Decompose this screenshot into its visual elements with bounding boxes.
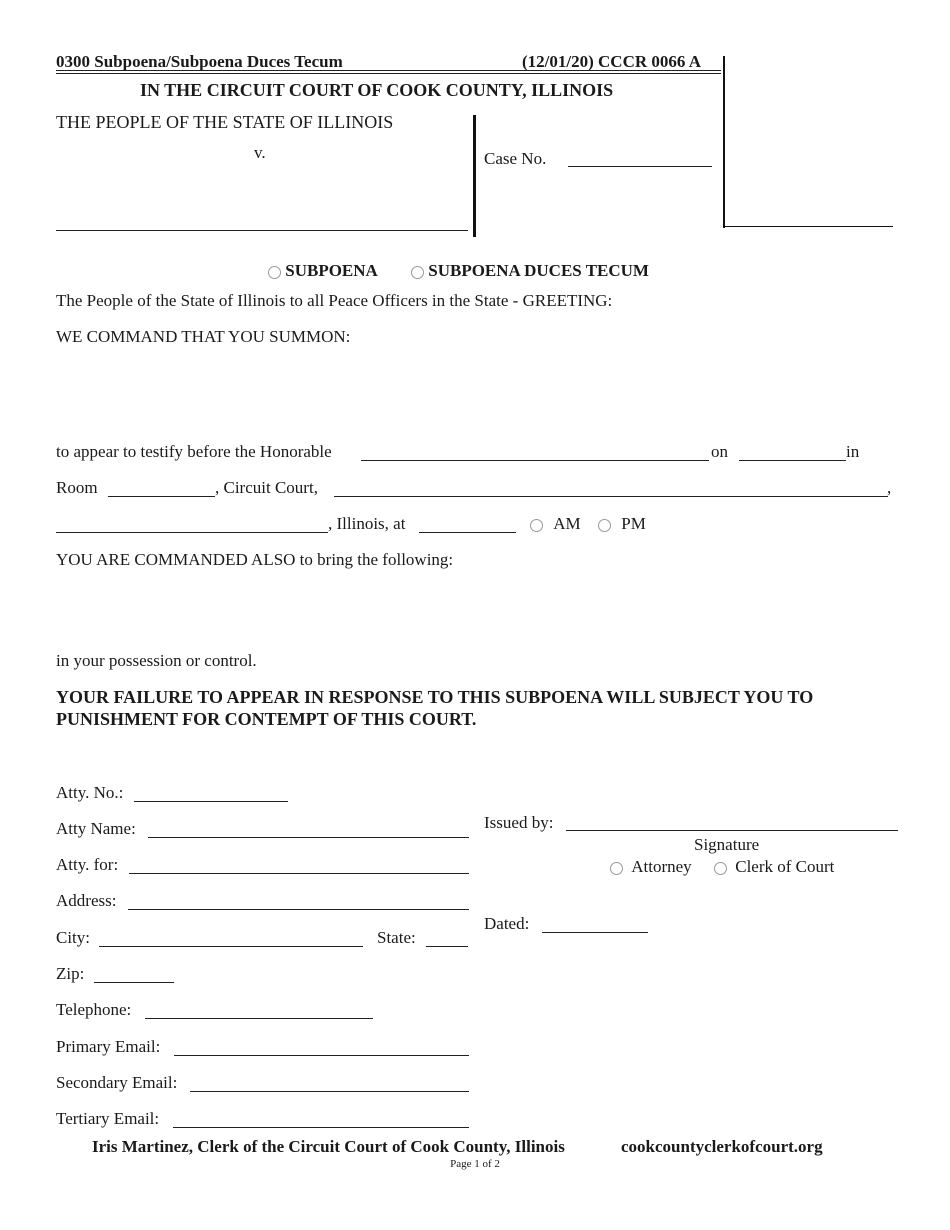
pm-radio[interactable] — [598, 519, 611, 532]
tertiary-email-label: Tertiary Email: — [56, 1109, 160, 1128]
telephone-input[interactable] — [145, 998, 373, 1019]
command-summon: WE COMMAND THAT YOU SUMMON: — [56, 327, 351, 346]
issued-by-signature-input[interactable] — [566, 810, 898, 831]
form-name: 0300 Subpoena/Subpoena Duces Tecum — [56, 52, 343, 71]
pm-option[interactable] — [598, 514, 646, 534]
pm-label: PM — [621, 514, 646, 533]
stamp-box-bottom-border — [723, 226, 893, 227]
attorney-option[interactable] — [610, 857, 692, 877]
date-input[interactable] — [739, 440, 846, 461]
tertiary-email-input[interactable] — [173, 1107, 469, 1128]
signature-caption: Signature — [694, 835, 760, 854]
illinois-at-label: , Illinois, at — [328, 514, 406, 533]
form-code: (12/01/20) CCCR 0066 A — [522, 52, 701, 71]
page-number: Page 1 of 2 — [450, 1158, 500, 1170]
clerk-option[interactable] — [714, 857, 834, 877]
subpoena-radio[interactable] — [268, 266, 281, 279]
atty-name-label: Atty Name: — [56, 819, 136, 838]
possession-text: in your possession or control. — [56, 651, 257, 670]
am-label: AM — [553, 514, 581, 533]
am-option[interactable] — [530, 514, 581, 534]
on-label: on — [711, 442, 728, 461]
subpoena-label: SUBPOENA — [285, 261, 378, 280]
header-rule-top — [56, 70, 721, 71]
address-input[interactable] — [128, 889, 469, 910]
city-of-court-input[interactable] — [56, 512, 328, 533]
room-input[interactable] — [108, 476, 215, 497]
issued-by-label: Issued by: — [484, 813, 554, 832]
circuit-court-label: , Circuit Court, — [215, 478, 318, 497]
address-label: Address: — [56, 891, 117, 910]
greeting: The People of the State of Illinois to all Peace Officers in the State - GREETING: — [56, 291, 613, 310]
clerk-radio[interactable] — [714, 862, 727, 875]
room-label: Room — [56, 478, 98, 497]
subpoena-duces-tecum-label: SUBPOENA DUCES TECUM — [428, 261, 649, 280]
telephone-label: Telephone: — [56, 1000, 132, 1019]
caption-divider — [473, 115, 476, 237]
atty-for-label: Atty. for: — [56, 855, 119, 874]
atty-name-input[interactable] — [148, 817, 469, 838]
city-input[interactable] — [99, 926, 363, 947]
atty-no-label: Atty. No.: — [56, 783, 124, 802]
versus: v. — [254, 143, 266, 162]
commanded-also: YOU ARE COMMANDED ALSO to bring the following: — [56, 550, 454, 569]
state-input[interactable] — [426, 926, 468, 947]
primary-email-input[interactable] — [174, 1035, 469, 1056]
subpoena-duces-tecum-option[interactable] — [411, 261, 649, 281]
zip-label: Zip: — [56, 964, 85, 983]
subpoena-option[interactable] — [268, 261, 378, 281]
footer-clerk: Iris Martinez, Clerk of the Circuit Court of Cook County, Illinois — [92, 1137, 565, 1156]
footer-website[interactable]: cookcountyclerkofcourt.org — [621, 1137, 823, 1156]
contempt-warning: YOUR FAILURE TO APPEAR IN RESPONSE TO THIS SUBPOENA WILL SUBJECT YOU TO PUNISHMENT FOR CONTEMPT OF THIS COURT. — [56, 687, 814, 729]
in-label: in — [846, 442, 860, 461]
case-no-input[interactable] — [568, 146, 712, 167]
primary-email-label: Primary Email: — [56, 1037, 161, 1056]
court-address-input[interactable] — [334, 476, 888, 497]
secondary-email-input[interactable] — [190, 1071, 469, 1092]
defendant-name-input[interactable] — [56, 210, 468, 231]
judge-name-input[interactable] — [361, 440, 709, 461]
court-title: IN THE CIRCUIT COURT OF COOK COUNTY, ILLINOIS — [140, 80, 614, 100]
atty-no-input[interactable] — [134, 781, 288, 802]
case-no-label: Case No. — [484, 149, 547, 168]
header-rule-bottom — [56, 73, 721, 74]
party-name: THE PEOPLE OF THE STATE OF ILLINOIS — [56, 112, 394, 132]
time-input[interactable] — [419, 512, 516, 533]
state-label: State: — [377, 928, 416, 947]
clerk-label: Clerk of Court — [735, 857, 835, 876]
appear-text: to appear to testify before the Honorable — [56, 442, 332, 461]
comma: , — [887, 478, 892, 497]
secondary-email-label: Secondary Email: — [56, 1073, 178, 1092]
dated-label: Dated: — [484, 914, 530, 933]
subpoena-duces-tecum-radio[interactable] — [411, 266, 424, 279]
attorney-label: Attorney — [631, 857, 692, 876]
dated-input[interactable] — [542, 912, 648, 933]
zip-input[interactable] — [94, 962, 174, 983]
atty-for-input[interactable] — [129, 853, 469, 874]
am-radio[interactable] — [530, 519, 543, 532]
attorney-radio[interactable] — [610, 862, 623, 875]
city-label: City: — [56, 928, 91, 947]
stamp-box-left-border — [723, 56, 725, 228]
